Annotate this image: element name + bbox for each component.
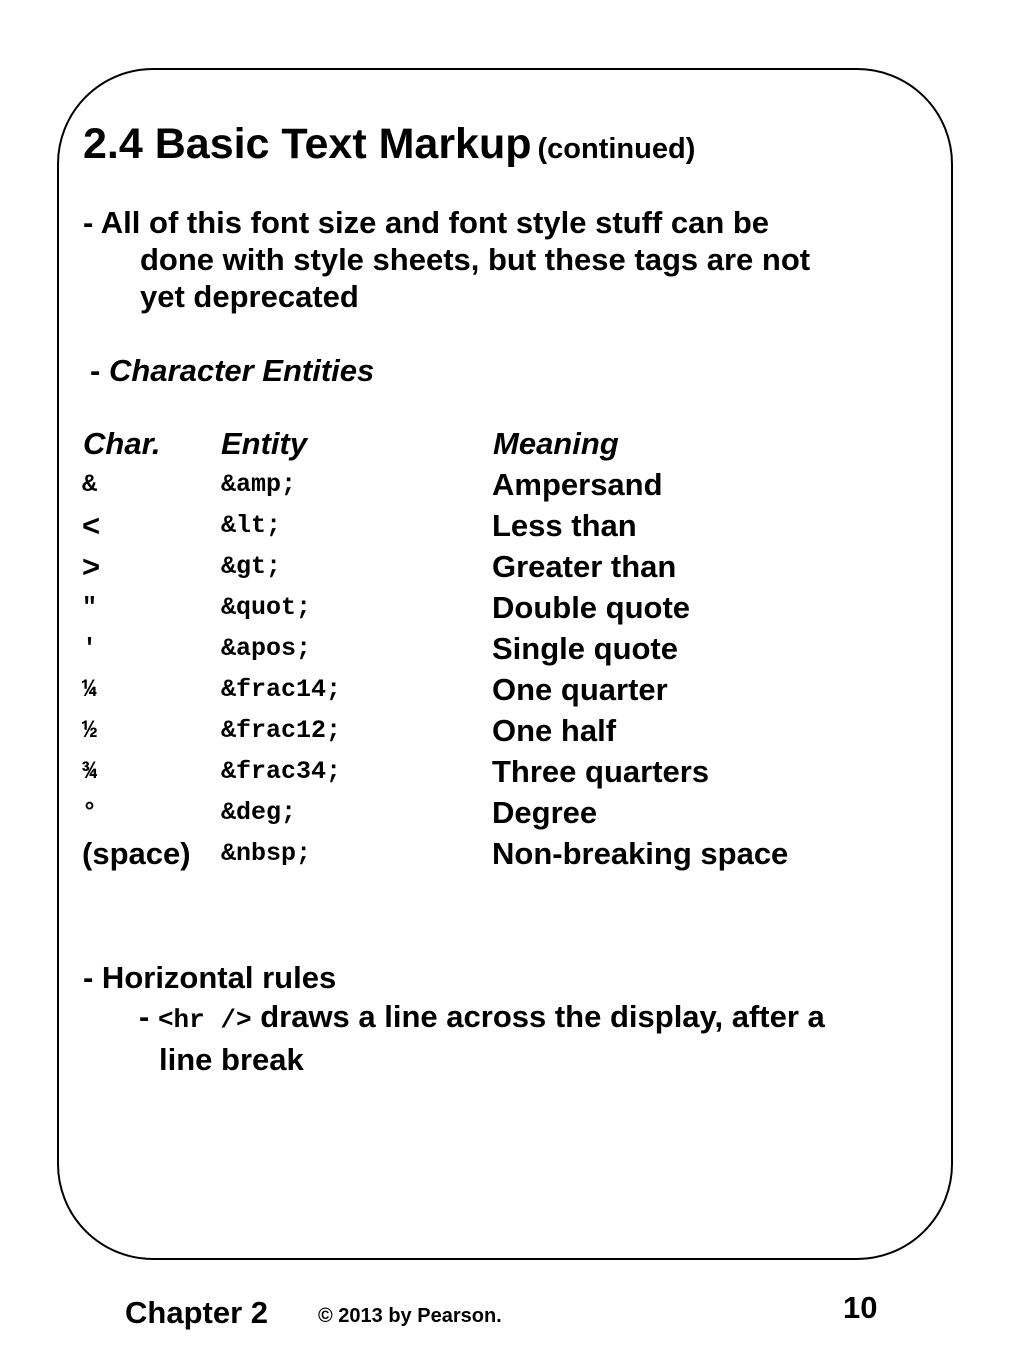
bullet-style-sheets xyxy=(83,204,810,315)
table-row xyxy=(0,464,1024,505)
entity-meaning: Non-breaking space xyxy=(492,836,789,871)
entity-code: &frac34; xyxy=(221,757,342,786)
table-header-char: Char. xyxy=(83,426,161,461)
bullet-style-line-3: yet deprecated xyxy=(140,279,359,314)
entity-meaning: Three quarters xyxy=(492,754,710,789)
table-row xyxy=(0,546,1024,587)
horizontal-rules-line-1 xyxy=(83,997,825,1040)
entity-code: &deg; xyxy=(221,798,297,827)
table-row xyxy=(0,792,1024,833)
hr-tag-code: <hr /> xyxy=(157,1005,252,1035)
bullet-horizontal-rules xyxy=(83,958,825,1079)
page-number: 10 xyxy=(843,1290,878,1325)
table-row xyxy=(0,751,1024,792)
entity-meaning: Ampersand xyxy=(492,467,663,502)
title-suffix: (continued) xyxy=(537,133,696,165)
entity-meaning: Single quote xyxy=(492,631,678,666)
character-entities-label: Character Entities xyxy=(108,353,375,388)
entity-meaning: Degree xyxy=(492,795,598,830)
entity-code: &nbsp; xyxy=(221,839,312,868)
title-main: 2.4 Basic Text Markup xyxy=(83,120,532,168)
entity-char: & xyxy=(82,470,98,499)
bullet-character-entities xyxy=(90,352,374,389)
table-row xyxy=(0,587,1024,628)
horizontal-rules-heading: - Horizontal rules xyxy=(83,960,337,995)
entity-code: &quot; xyxy=(221,593,312,622)
entity-code: &apos; xyxy=(221,634,312,663)
entity-meaning: One quarter xyxy=(492,672,668,707)
table-row xyxy=(0,505,1024,546)
entity-code: &gt; xyxy=(221,552,282,581)
entity-char: (space) xyxy=(82,836,191,871)
bullet-style-line-2: done with style sheets, but these tags are not xyxy=(140,242,811,277)
bullet-style-line-1 xyxy=(83,204,810,241)
bullet-style-text-1: All of this font size and font style stuff can be xyxy=(100,205,770,240)
entity-char: ¾ xyxy=(82,757,98,786)
sub-bullet-dash: - xyxy=(139,999,150,1034)
entity-char: ½ xyxy=(82,716,98,745)
horizontal-rules-text-1: draws a line across the display, after a xyxy=(260,999,825,1034)
table-row xyxy=(0,628,1024,669)
entity-char: ¼ xyxy=(82,675,98,704)
entity-code: &lt; xyxy=(221,511,282,540)
table-row xyxy=(0,833,1024,874)
table-row xyxy=(0,710,1024,751)
bullet-dash: - xyxy=(83,205,94,240)
table-header-entity: Entity xyxy=(221,426,308,461)
entity-char: ° xyxy=(82,798,98,827)
entity-meaning: Greater than xyxy=(492,549,677,584)
entity-char: > xyxy=(82,549,101,584)
horizontal-rules-line-2: line break xyxy=(159,1042,304,1077)
entity-code: &frac12; xyxy=(221,716,342,745)
entity-char: " xyxy=(82,593,98,622)
footer-copyright: © 2013 by Pearson. xyxy=(318,1305,502,1327)
entity-char: < xyxy=(82,508,101,543)
footer-chapter: Chapter 2 xyxy=(125,1295,268,1330)
bullet-dash: - xyxy=(90,353,101,388)
entity-char: ' xyxy=(82,634,98,663)
slide-title xyxy=(83,118,695,175)
entity-meaning: One half xyxy=(492,713,617,748)
entity-code: &amp; xyxy=(221,470,297,499)
entity-meaning: Less than xyxy=(492,508,637,543)
entity-code: &frac14; xyxy=(221,675,342,704)
table-header-meaning: Meaning xyxy=(493,426,619,461)
entity-meaning: Double quote xyxy=(492,590,691,625)
table-row xyxy=(0,669,1024,710)
